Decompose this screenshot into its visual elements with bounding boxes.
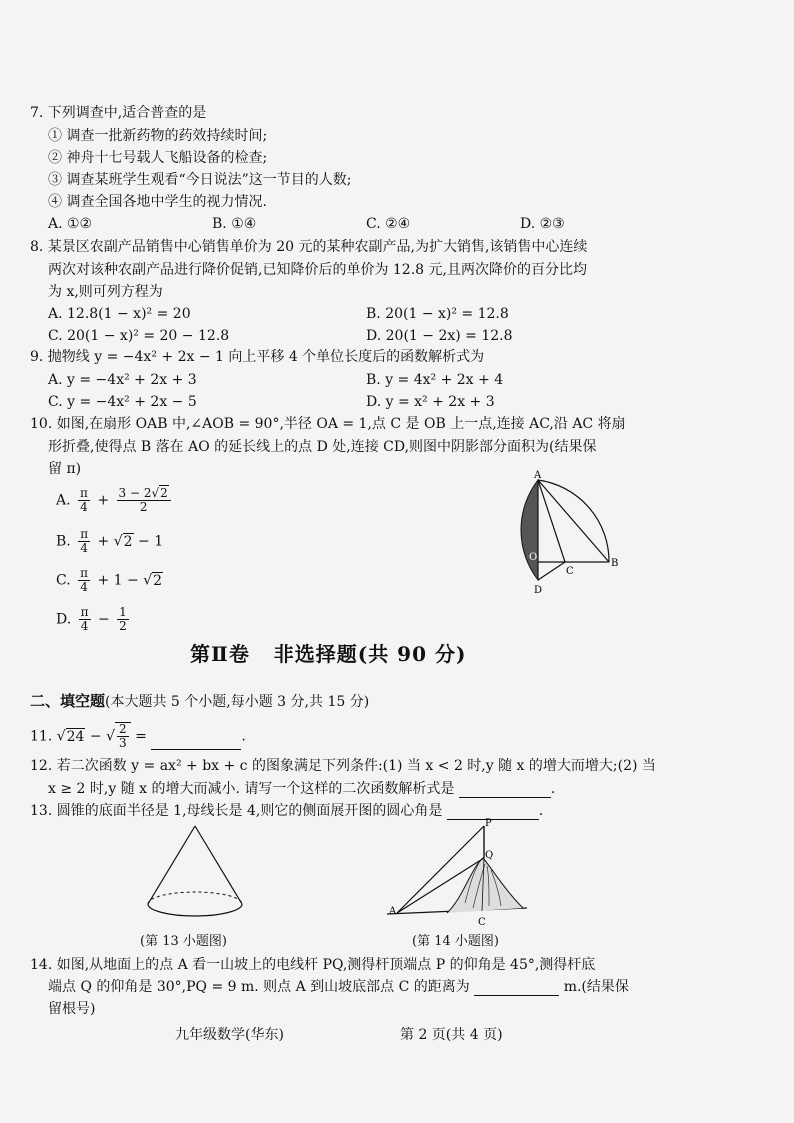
footer-subject: 九年级数学(华东) [175,1027,284,1043]
q7-option-d: D. ②③ [520,216,565,232]
q8-line-1: 8. 某景区农副产品销售中心销售单价为 20 元的某种农副产品,为扩大销售,该销售中心连续 [30,239,588,255]
q8-option-b: B. 20(1 − x)² = 12.8 [366,306,509,322]
label-p: P [485,818,492,829]
q8-option-c: C. 20(1 − x)² = 20 − 12.8 [48,328,230,344]
q11: 11. √24 − √ $\frac{2}{3}$ = . [30,722,246,750]
q14-answer-blank[interactable] [474,981,559,996]
q9-option-c: C. y = −4x² + 2x − 5 [48,394,197,410]
q9-option-a: A. y = −4x² + 2x + 3 [48,372,197,388]
q14-line-2: 端点 Q 的仰角是 30°,PQ = 9 m. 则点 A 到山坡底部点 C 的距离为 m.(结果保 [48,979,629,995]
q8-option-a: A. 12.8(1 − x)² = 20 [48,306,191,322]
label-c: C [566,566,574,577]
label-q: Q [485,850,494,861]
q10-option-c: C. $\frac{\pi}{4}$ + 1 − √2 [56,566,163,594]
q7-option-a: A. ①② [48,216,93,232]
footer-page-number: 第 2 页(共 4 页) [400,1027,503,1043]
q11-answer-blank[interactable] [151,735,241,750]
q8-line-2: 两次对该种农副产品进行降价促销,已知降价后的单价为 12.8 元,且两次降价的百分比均 [48,262,587,278]
q13: 13. 圆锥的底面半径是 1,母线长是 4,则它的侧面展开图的圆心角是 . [30,803,544,819]
caption-13: (第 13 小题图) [140,934,227,949]
q9-stem: 9. 抛物线 y = −4x² + 2x − 1 向上平移 4 个单位长度后的函数解析式为 [30,349,485,365]
q10-line-3: 留 π) [48,461,82,477]
q10-option-d: D. $\frac{\pi}{4}$ − $\frac{1}{2}$ [56,605,127,633]
q9-option-b: B. y = 4x² + 2x + 4 [366,372,504,388]
q12-line-1: 12. 若二次函数 y = ax² + bx + c 的图象满足下列条件:(1) 当 x < 2 时,y 随 x 的增大而增大;(2) 当 [30,758,656,774]
label-d: D [534,585,543,596]
hill [447,858,523,913]
pi-over-4: $\frac{\pi}{4}$ [80,486,88,514]
q7-item-2: ② 神舟十七号载人飞船设备的检查; [48,150,268,166]
section-2-heading: 二、填空题(本大题共 5 个小题,每小题 3 分,共 15 分) [30,692,370,710]
q13-cone-figure [140,822,250,922]
caption-14: (第 14 小题图) [412,934,499,949]
q10-line-1: 10. 如图,在扇形 OAB 中,∠AOB = 90°,半径 OA = 1,点 C 是 OB 上一点,连接 AC,沿 AC 将扇 [30,416,626,432]
q7-item-4: ④ 调查全国各地中学生的视力情况. [48,194,267,210]
segment-ac [538,480,565,562]
label-b: B [611,558,619,569]
q7-item-3: ③ 调查某班学生观看“今日说法”这一节目的人数; [48,172,352,188]
q12-line-2: x ≥ 2 时,y 随 x 的增大而减小. 请写一个这样的二次函数解析式是 . [48,781,556,797]
segment-cd [538,562,565,580]
q14-line-1: 14. 如图,从地面上的点 A 看一山坡上的电线杆 PQ,测得杆顶端点 P 的仰角是 45°,测得杆底 [30,957,596,973]
q10-option-b: B. $\frac{\pi}{4}$ + √2 − 1 [56,527,164,555]
q14-line-3: 留根号) [48,1001,96,1017]
q14-hill-figure [385,818,530,930]
label-o: O [529,552,538,563]
q10-line-2: 形折叠,使得点 B 落在 AO 的延长线上的点 D 处,连接 CD,则图中阴影部分面积为(结果保 [48,439,597,455]
q12-answer-blank[interactable] [459,783,551,798]
q10-option-a: A. $\frac{\pi}{4}$ + $\frac{3 - 2√2}{2}$ [56,487,174,514]
q7-item-1: ① 调查一批新药物的药效持续时间; [48,128,268,144]
q8-option-d: D. 20(1 − 2x) = 12.8 [366,328,513,344]
q7-option-c: C. ②④ [366,216,411,232]
q7-option-b: B. ①④ [212,216,257,232]
fraction-3-minus-2root2-over-2: $\frac{3 - 2√2}{2}$ [117,487,171,514]
q8-line-3: 为 x,则可列方程为 [48,284,163,300]
label-a: A [534,470,542,481]
q9-option-d: D. y = x² + 2x + 3 [366,394,495,410]
q7-stem: 7. 下列调查中,适合普查的是 [30,105,207,121]
label-a14: A [389,906,397,917]
q10-sector-figure [505,470,630,600]
shaded-region [521,480,538,580]
part2-title: 第Ⅱ卷 非选择题(共 90 分) [190,642,467,666]
label-c14: C [478,917,486,928]
